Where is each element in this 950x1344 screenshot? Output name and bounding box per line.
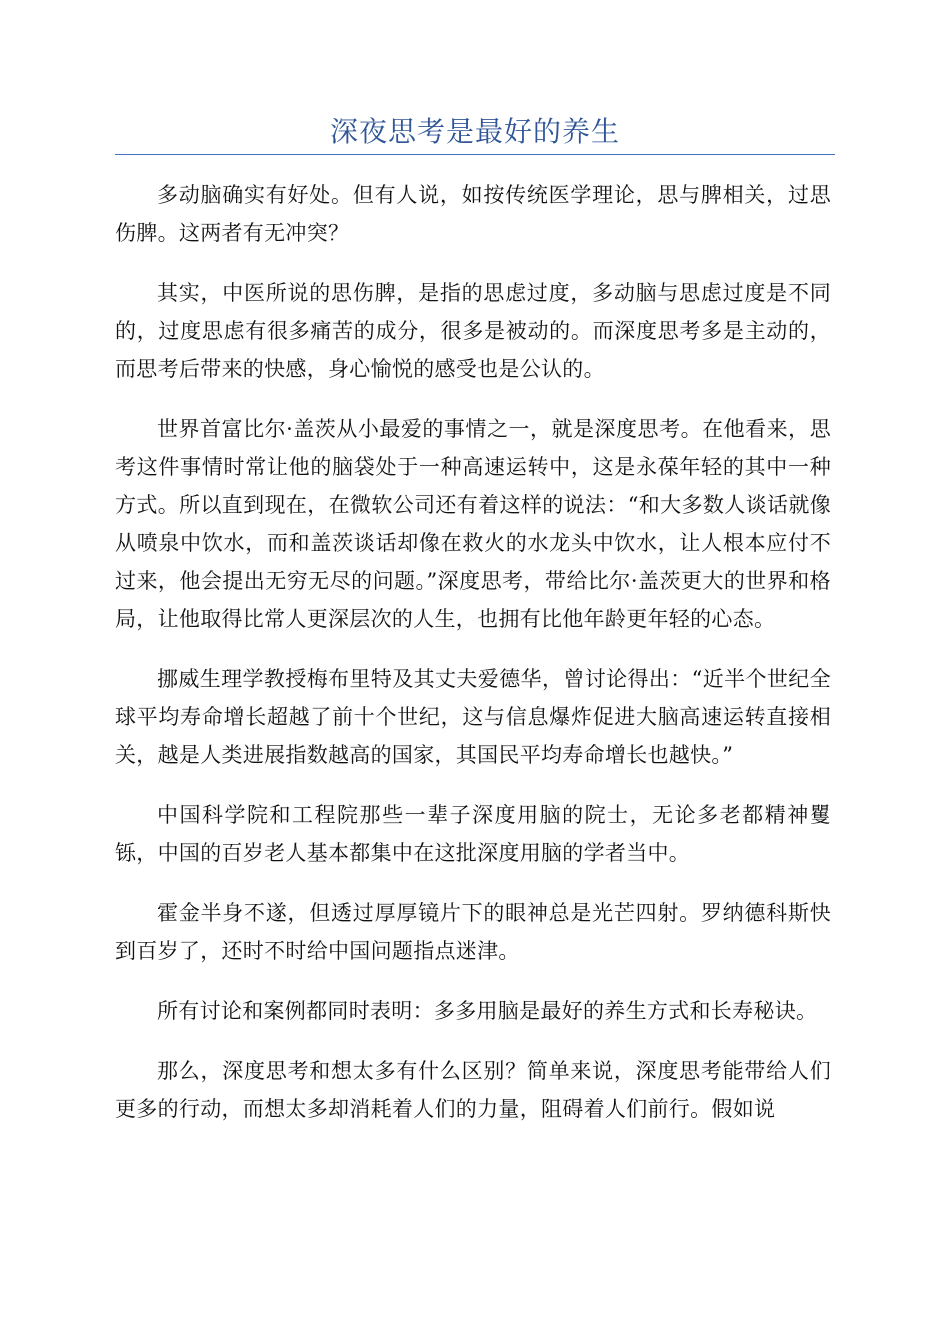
title-underline: [115, 154, 835, 155]
paragraph-3: 世界首富比尔·盖茨从小最爱的事情之一，就是深度思考。在他看来，思考这件事情时常让他的脑袋处于一种高速运转中，这是永葆年轻的其中一种方式。所以直到现在，在微软公司还有着这样的说法：“和大多数人谈话就像从喷泉中饮水，而和盖茨谈话却像在救火的水龙头中饮水，让人根本应付不过来，他会提出无穷无尽的问题。”深度思考，带给比尔·盖茨更大的世界和格局，让他取得比常人更深层次的人生，也拥有比他年龄更年轻的心态。: [115, 417, 831, 631]
paragraph-6: 霍金半身不遂，但透过厚厚镜片下的眼神总是光芒四射。罗纳德科斯快到百岁了，还时不时给中国问题指点迷津。: [115, 901, 831, 963]
paragraph-2: 其实，中医所说的思伤脾，是指的思虑过度，多动脑与思虑过度是不同的，过度思虑有很多痛苦的成分，很多是被动的。而深度思考多是主动的，而思考后带来的快感，身心愉悦的感受也是公认的。: [115, 281, 831, 381]
paragraph-5: 中国科学院和工程院那些一辈子深度用脑的院士，无论多老都精神矍铄，中国的百岁老人基本都集中在这批深度用脑的学者当中。: [115, 803, 831, 865]
paragraph-1: 多动脑确实有好处。但有人说，如按传统医学理论，思与脾相关，过思伤脾。这两者有无冲突？: [115, 183, 831, 245]
document-body: [115, 176, 831, 1150]
paragraph-7: 所有讨论和案例都同时表明：多多用脑是最好的养生方式和长寿秘诀。: [157, 999, 818, 1023]
paragraph-8: 那么，深度思考和想太多有什么区别？简单来说，深度思考能带给人们更多的行动，而想太多却消耗着人们的力量，阻碍着人们前行。假如说: [115, 1059, 831, 1121]
paragraph-4: 挪威生理学教授梅布里特及其丈夫爱德华，曾讨论得出：“近半个世纪全球平均寿命增长超越了前十个世纪，这与信息爆炸促进大脑高速运转直接相关，越是人类进展指数越高的国家，其国民平均寿命增长也越快。”: [115, 667, 831, 767]
document-title: 深夜思考是最好的养生: [329, 115, 620, 148]
